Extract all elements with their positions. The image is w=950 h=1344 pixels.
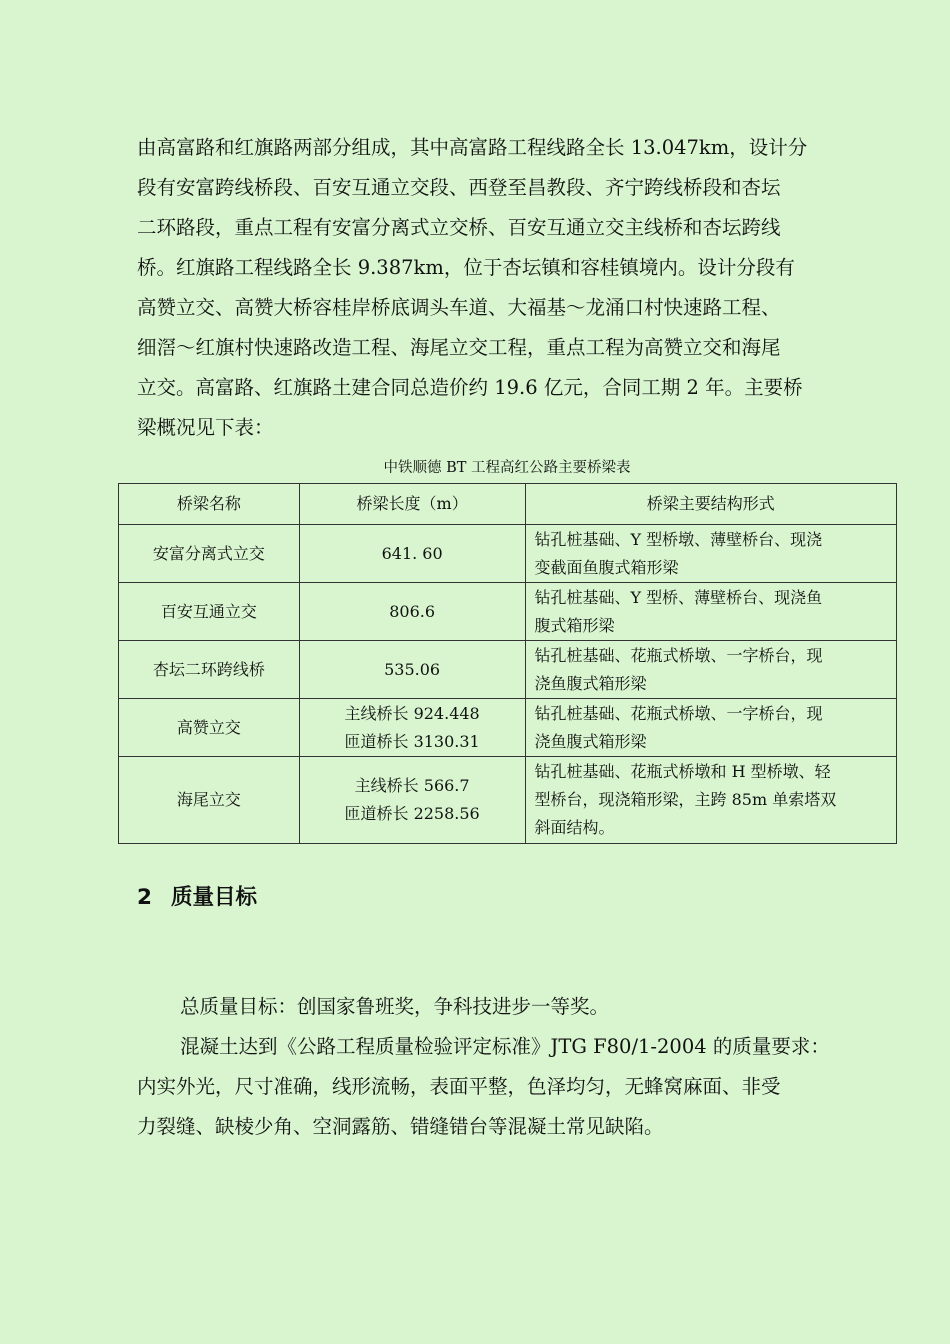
bridge-length-cell [299, 583, 525, 641]
table-row [119, 757, 897, 844]
bridge-name-cell: 海尾立交 [119, 757, 300, 844]
length-line: 匝道桥长 2258.56 [344, 804, 480, 823]
structure-line: 钻孔桩基础、花瓶式桥墩和 H 型桥墩、轻 [534, 762, 831, 781]
intro-line: 由高富路和红旗路两部分组成，其中高富路工程线路全长 13.047km，设计分 [137, 136, 808, 159]
length-line: 主线桥长 924.448 [344, 703, 480, 723]
bridge-structure-cell [525, 641, 897, 699]
body-line: 混凝土达到《公路工程质量检验评定标准》JTG F80/1-2004 的质量要求： [180, 1035, 830, 1058]
table-caption: 中铁顺德 BT 工程高红公路主要桥梁表 [383, 460, 631, 476]
bridge-structure-cell [525, 757, 897, 844]
quality-paragraph [137, 987, 887, 1147]
length-line: 641. 60 [381, 543, 443, 563]
intro-line: 细滘～红旗村快速路改造工程、海尾立交工程，重点工程为高赞立交和海尾 [137, 336, 781, 359]
bridge-name-cell: 安富分离式立交 [119, 525, 300, 583]
structure-line: 浇鱼腹式箱形梁 [534, 731, 647, 751]
length-line: 匝道桥长 3130.31 [344, 731, 480, 751]
intro-paragraph [137, 128, 887, 448]
bridge-length-cell [299, 699, 525, 757]
header-bridge-length: 桥梁长度（m） [299, 484, 525, 525]
bridge-structure-cell [525, 699, 897, 757]
intro-line: 高赞立交、高赞大桥容桂岸桥底调头车道、大福基～龙涌口村快速路工程、 [137, 296, 781, 319]
table-header-row [119, 484, 897, 525]
bridge-name-cell: 杏坛二环跨线桥 [119, 641, 300, 699]
section-heading [137, 878, 257, 918]
bridge-length-cell [299, 641, 525, 699]
structure-line: 钻孔桩基础、Y 型桥墩、薄壁桥台、现浇 [534, 529, 823, 549]
intro-line: 桥。红旗路工程线路全长 9.387km，位于杏坛镇和容桂镇境内。设计分段有 [137, 256, 795, 279]
body-line: 内实外光，尺寸准确，线形流畅，表面平整，色泽均匀，无蜂窝麻面、非受 [137, 1075, 781, 1098]
intro-line: 立交。高富路、红旗路土建合同总造价约 19.6 亿元，合同工期 2 年。主要桥 [137, 376, 803, 399]
length-line: 806.6 [389, 601, 436, 621]
header-bridge-name: 桥梁名称 [119, 484, 300, 525]
structure-line: 钻孔桩基础、花瓶式桥墩、一字桥台，现 [534, 703, 823, 723]
structure-line: 型桥台，现浇箱形梁，主跨 85m 单索塔双 [534, 790, 837, 809]
bridge-structure-cell [525, 525, 897, 583]
section-number: 2 [137, 885, 152, 910]
section-title: 质量目标 [171, 885, 258, 910]
intro-line: 二环路段，重点工程有安富分离式立交桥、百安互通立交主线桥和杏坛跨线 [137, 216, 781, 239]
structure-line: 腹式箱形梁 [534, 615, 615, 635]
bridge-name-cell: 高赞立交 [119, 699, 300, 757]
structure-line: 斜面结构。 [534, 818, 615, 837]
structure-line: 变截面鱼腹式箱形梁 [534, 557, 679, 577]
bridge-length-cell [299, 757, 525, 844]
bridge-structure-cell [525, 583, 897, 641]
table-row [119, 699, 897, 757]
length-line: 535.06 [384, 659, 441, 679]
length-line: 主线桥长 566.7 [354, 776, 470, 795]
bridge-name-cell: 百安互通立交 [119, 583, 300, 641]
table-row [119, 525, 897, 583]
intro-line: 段有安富跨线桥段、百安互通立交段、西登至昌教段、齐宁跨线桥段和杏坛 [137, 176, 781, 199]
body-line: 总质量目标：创国家鲁班奖，争科技进步一等奖。 [180, 995, 610, 1018]
bridge-table [118, 483, 897, 844]
intro-line: 梁概况见下表： [137, 416, 274, 439]
bridge-length-cell [299, 525, 525, 583]
body-line: 力裂缝、缺棱少角、空洞露筋、错缝错台等混凝土常见缺陷。 [137, 1115, 664, 1138]
structure-line: 浇鱼腹式箱形梁 [534, 673, 647, 693]
header-bridge-structure: 桥梁主要结构形式 [525, 484, 897, 525]
table-row [119, 583, 897, 641]
table-row [119, 641, 897, 699]
structure-line: 钻孔桩基础、花瓶式桥墩、一字桥台，现 [534, 645, 823, 665]
structure-line: 钻孔桩基础、Y 型桥、薄壁桥台、现浇鱼 [534, 587, 823, 607]
